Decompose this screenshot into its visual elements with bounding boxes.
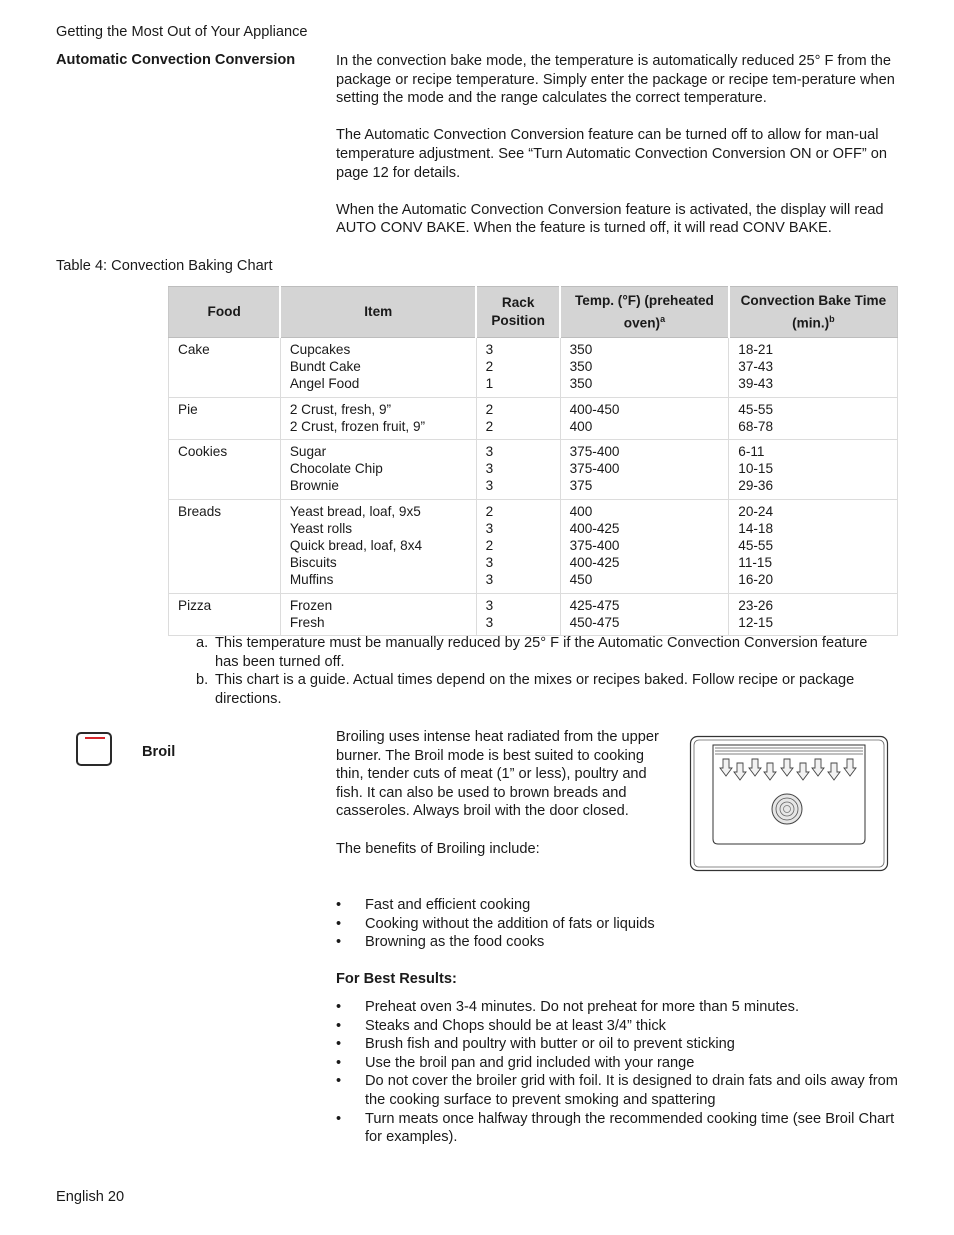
cell-food: Pie	[169, 397, 281, 439]
item-value: Bundt Cake	[289, 359, 361, 375]
temp-value: 450	[569, 572, 593, 588]
broil-body	[336, 728, 666, 877]
item-value: Biscuits	[289, 555, 337, 571]
time-value: 29-36	[738, 478, 774, 494]
section-header: Getting the Most Out of Your Appliance	[56, 24, 308, 40]
list-item	[336, 1035, 902, 1054]
footnote-a-text: This temperature must be manually reduced by 25° F if the Automatic Convection Conversion feature has been turned off.	[215, 635, 868, 670]
rack-value: 3	[485, 555, 494, 571]
table-row	[169, 397, 898, 439]
cell-rack	[476, 338, 560, 398]
cell-food: Breads	[169, 499, 281, 593]
table-row	[169, 499, 898, 593]
cell-item	[280, 499, 476, 593]
header-time	[729, 287, 898, 338]
table-header-row	[169, 287, 898, 338]
time-value: 68-78	[738, 418, 774, 434]
temp-value: 350	[569, 342, 593, 357]
bullet-mark: •	[336, 1036, 342, 1053]
broil-heading: Broil	[142, 744, 176, 760]
temp-value: 400-450	[569, 401, 620, 417]
footnote-b-mark: b.	[196, 672, 209, 689]
footnote-b-text: This chart is a guide. Actual times depend on the mixes or recipes baked. Follow recipe or package directions.	[215, 672, 855, 707]
item-value: Sugar	[289, 444, 327, 460]
cell-food: Cookies	[169, 440, 281, 500]
cell-item	[280, 397, 476, 439]
list-item	[336, 1072, 902, 1109]
cell-food: Cake	[169, 338, 281, 398]
best-results-list	[336, 998, 902, 1147]
table-body	[169, 338, 898, 636]
rack-value: 3	[485, 520, 494, 536]
bullet-mark: •	[336, 1054, 342, 1071]
bullet-mark: •	[336, 1073, 342, 1090]
list-item	[336, 1017, 902, 1036]
time-value: 37-43	[738, 359, 774, 375]
auto-conv-paragraph-1: In the convection bake mode, the temperature is automatically reduced 25° F from the package or recipe temperature. Simply enter the package or recipe tem-perature when setting the mode and the range calculates the correct temperature.	[336, 53, 895, 107]
header-temp-text: Temp. (°F) (preheated oven)	[575, 292, 714, 331]
list-item	[336, 1054, 902, 1073]
temp-value: 400-425	[569, 555, 620, 571]
header-time-text: Convection Bake Time (min.)	[740, 292, 887, 331]
bullet-mark: •	[336, 934, 342, 951]
time-value: 20-24	[738, 503, 774, 519]
rack-value: 3	[485, 478, 494, 494]
list-item	[336, 933, 896, 952]
cell-time	[729, 593, 898, 635]
auto-conv-heading: Automatic Convection Conversion	[56, 52, 296, 68]
time-value: 11-15	[738, 555, 773, 571]
item-value: Yeast bread, loaf, 9x5	[289, 503, 421, 519]
footnote-b	[196, 671, 876, 708]
bullet-mark: •	[336, 1110, 342, 1127]
list-item	[336, 915, 896, 934]
cell-temp	[560, 397, 729, 439]
broil-mode-icon	[76, 732, 112, 766]
cell-temp	[560, 338, 729, 398]
item-value: 2 Crust, fresh, 9”	[289, 401, 392, 417]
rack-value: 2	[485, 401, 494, 417]
footnote-a-mark: a.	[196, 635, 209, 651]
cell-time	[729, 338, 898, 398]
item-value: Fresh	[289, 614, 325, 630]
header-temp-note: a	[660, 313, 666, 324]
time-value: 6-11	[738, 444, 765, 460]
cell-item	[280, 593, 476, 635]
footnote-a	[196, 634, 876, 671]
time-value: 39-43	[738, 376, 774, 392]
benefit-text: Cooking without the addition of fats or liquids	[365, 915, 655, 932]
cell-rack	[476, 499, 560, 593]
time-value: 10-15	[738, 461, 774, 477]
broil-element-indicator	[85, 737, 105, 739]
time-value: 45-55	[738, 401, 774, 417]
rack-value: 2	[485, 538, 494, 554]
table-caption: Table 4: Convection Baking Chart	[56, 258, 273, 274]
temp-value: 375-400	[569, 444, 620, 460]
auto-conv-paragraph-2: The Automatic Convection Conversion feature can be turned off to allow for man-ual temperature adjustment. See “Turn Automatic Convection Conversion ON or OFF” on page 12 for details.	[336, 127, 888, 181]
best-results-heading: For Best Results:	[336, 971, 457, 987]
bullet-mark: •	[336, 999, 342, 1015]
oven-broil-diagram	[689, 735, 889, 873]
bullet-mark: •	[336, 915, 342, 932]
temp-value: 400	[569, 503, 593, 519]
cell-time	[729, 397, 898, 439]
item-value: Angel Food	[289, 376, 360, 392]
cell-temp	[560, 499, 729, 593]
rack-value: 3	[485, 444, 494, 460]
broil-benefits-list	[336, 896, 896, 952]
best-result-text: Brush fish and poultry with butter or oil to prevent sticking	[365, 1036, 735, 1053]
best-result-text: Use the broil pan and grid included with your range	[365, 1054, 695, 1071]
rack-value: 3	[485, 342, 494, 357]
page-number: English 20	[56, 1189, 125, 1205]
auto-conv-paragraph-3: When the Automatic Convection Conversion feature is activated, the display will read AUTO CONV BAKE. When the feature is turned off, it will read CONV BAKE.	[336, 201, 884, 237]
cell-rack	[476, 397, 560, 439]
table-footnotes	[196, 634, 876, 708]
item-value: Brownie	[289, 478, 339, 494]
rack-value: 2	[485, 418, 494, 434]
best-result-text: Do not cover the broiler grid with foil. It is designed to drain fats and oils away from the cooking surface to prevent smoking and spattering	[365, 1073, 898, 1108]
auto-conv-body	[336, 52, 902, 257]
temp-value: 400	[569, 418, 593, 434]
list-item	[336, 896, 896, 915]
time-value: 14-18	[738, 520, 774, 536]
temp-value: 350	[569, 376, 593, 392]
item-value: 2 Crust, frozen fruit, 9”	[289, 418, 426, 434]
list-item	[336, 1110, 902, 1147]
table-row	[169, 593, 898, 635]
time-value: 18-21	[738, 342, 774, 357]
cell-item	[280, 338, 476, 398]
temp-value: 400-425	[569, 520, 620, 536]
header-temp	[560, 287, 729, 338]
item-value: Chocolate Chip	[289, 461, 383, 477]
time-value: 12-15	[738, 614, 774, 630]
temp-value: 425-475	[569, 597, 620, 613]
cell-rack	[476, 593, 560, 635]
item-value: Muffins	[289, 572, 334, 588]
convection-baking-table	[168, 286, 898, 636]
time-value: 23-26	[738, 597, 774, 613]
temp-value: 450-475	[569, 614, 620, 630]
item-value: Quick bread, loaf, 8x4	[289, 538, 423, 554]
temp-value: 375-400	[569, 461, 620, 477]
item-value: Frozen	[289, 597, 333, 613]
cell-time	[729, 499, 898, 593]
cell-time	[729, 440, 898, 500]
rack-value: 3	[485, 597, 494, 613]
rack-value: 3	[485, 461, 494, 477]
time-value: 16-20	[738, 572, 774, 588]
temp-value: 375-400	[569, 538, 620, 554]
header-food: Food	[169, 287, 281, 338]
header-item: Item	[280, 287, 476, 338]
rack-value: 3	[485, 614, 494, 630]
cell-item	[280, 440, 476, 500]
bullet-mark: •	[336, 897, 342, 913]
item-value: Yeast rolls	[289, 520, 353, 536]
time-value: 45-55	[738, 538, 774, 554]
cell-rack	[476, 440, 560, 500]
best-result-text: Turn meats once halfway through the recommended cooking time (see Broil Chart for examples).	[365, 1110, 895, 1146]
cell-food: Pizza	[169, 593, 281, 635]
best-result-text: Preheat oven 3-4 minutes. Do not preheat for more than 5 minutes.	[365, 999, 800, 1015]
benefit-text: Browning as the food cooks	[365, 934, 545, 951]
list-item	[336, 998, 902, 1017]
table-row	[169, 440, 898, 500]
header-time-note: b	[829, 313, 835, 324]
item-value: Cupcakes	[289, 342, 351, 357]
cell-temp	[560, 593, 729, 635]
table-row	[169, 338, 898, 398]
bullet-mark: •	[336, 1017, 342, 1034]
temp-value: 350	[569, 359, 593, 375]
temp-value: 375	[569, 478, 593, 494]
best-result-text: Steaks and Chops should be at least 3/4” thick	[365, 1017, 666, 1034]
cell-temp	[560, 440, 729, 500]
broil-description: Broiling uses intense heat radiated from the upper burner. The Broil mode is best suited to cooking thin, tender cuts of meat (1” or less), poultry and fish. It can also be used to brown breads and casseroles. Always broil with the door closed.	[336, 729, 659, 820]
rack-value: 3	[485, 572, 494, 588]
rack-value: 2	[485, 359, 494, 375]
rack-value: 2	[485, 503, 494, 519]
rack-value: 1	[485, 376, 494, 392]
header-rack: Rack Position	[476, 287, 560, 338]
benefit-text: Fast and efficient cooking	[365, 897, 531, 913]
broil-benefits-intro: The benefits of Broiling include:	[336, 840, 540, 857]
